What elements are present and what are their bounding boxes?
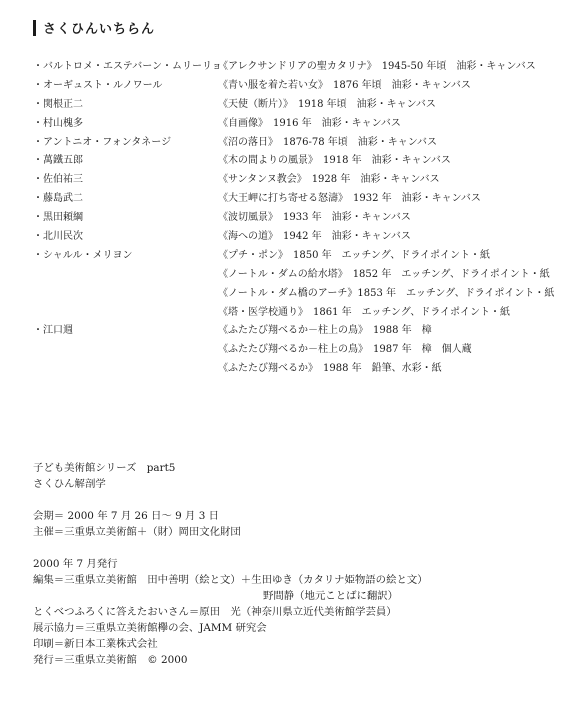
work-row [33, 228, 554, 247]
work-detail: 《沼の落日》 1876-78 年頃 油彩・キャンバス [218, 136, 438, 148]
series-title: 子ども美術館シリーズ part5 [33, 462, 176, 474]
artist-name: ・萬鐵五郎 [33, 155, 83, 167]
work-detail: 《青い服を着た若い女》 1876 年頃 油彩・キャンバス [218, 79, 471, 91]
exhibition-period: 会期＝ 2000 年 7 月 26 日～ 9 月 3 日 [33, 510, 220, 522]
heading-bar [33, 20, 36, 36]
work-detail: 《ふたたび翔べるか－柱上の鳥》 1988 年 樟 [218, 325, 432, 337]
work-row [33, 266, 554, 285]
artist-name [33, 341, 218, 360]
work-row [33, 96, 554, 115]
work-detail: 《プチ・ポン》 1850 年 エッチング、ドライポイント・紙 [218, 249, 491, 261]
artist-name [33, 360, 218, 379]
work-detail: 《海への道》 1942 年 油彩・キャンバス [218, 231, 411, 243]
work-detail: 《サンタンヌ教会》 1928 年 油彩・キャンバス [218, 174, 440, 186]
work-row [33, 247, 554, 266]
artist-name: ・北川民次 [33, 231, 83, 243]
work-detail: 《天使（断片）》 1918 年頃 油彩・キャンバス [218, 98, 436, 110]
work-row [33, 152, 554, 171]
artist-name: ・江口週 [33, 325, 73, 337]
artist-name [33, 304, 218, 323]
section-heading [33, 18, 155, 37]
work-row [33, 209, 554, 228]
artist-name: ・シャルル・メリヨン [33, 249, 133, 261]
publisher-credit: 発行＝三重県立美術館 © 2000 [33, 654, 188, 666]
work-row [33, 322, 554, 341]
special-supplement-answerer: とくべつふろくに答えたおいさん＝原田 光（神奈川県立近代美術館学芸員） [33, 606, 397, 618]
section-title: さくひんいちらん [43, 22, 156, 37]
work-row [33, 360, 554, 379]
artist-name: ・村山槐多 [33, 117, 83, 129]
work-detail: 《アレクサンドリアの聖カタリナ》 1945-50 年頃 油彩・キャンバス [218, 61, 536, 72]
artist-name: ・黒田頼綱 [33, 212, 83, 224]
work-detail: 《ふたたび翔べるか》 1988 年 鉛筆、水彩・紙 [218, 363, 442, 375]
work-detail: 《自画像》 1916 年 油彩・キャンバス [218, 117, 401, 129]
work-detail: 《塔・医学校通り》 1861 年 エッチング、ドライポイント・紙 [218, 306, 511, 318]
work-detail: 《ふたたび翔べるか－柱上の鳥》 1987 年 樟 個人蔵 [218, 344, 472, 356]
artist-name [33, 266, 218, 285]
work-detail: 《木の間よりの風景》 1918 年 油彩・キャンバス [218, 155, 451, 167]
work-detail: 《大王岬に打ち寄せる怒濤》 1932 年 油彩・キャンバス [218, 193, 481, 205]
work-row [33, 58, 554, 77]
artist-name: ・藤島武二 [33, 193, 83, 205]
works-list [33, 58, 554, 379]
work-detail: 《ノートル・ダムの給水塔》 1852 年 エッチング、ドライポイント・紙 [218, 268, 550, 280]
work-row [33, 285, 554, 304]
work-detail: 《波切風景》 1933 年 油彩・キャンバス [218, 212, 411, 224]
work-row [33, 77, 554, 96]
artist-name [33, 285, 218, 304]
work-row [33, 171, 554, 190]
organizer: 主催＝三重県立美術館＋（財）岡田文化財団 [33, 526, 241, 538]
work-detail: 《ノートル・ダム橋のアーチ》1853 年 エッチング、ドライポイント・紙 [218, 287, 555, 299]
artist-name: ・バルトロメ・エステバーン・ムリーリョ [33, 61, 222, 72]
artist-name: ・アントニオ・フォンタネージ [33, 136, 172, 148]
work-row [33, 115, 554, 134]
artist-name: ・佐伯祐三 [33, 174, 83, 186]
editors: 編集＝三重県立美術館 田中善明（絵と文）＋生田ゆき（カタリナ姫物語の絵と文） [33, 574, 428, 586]
exhibition-cooperation: 展示協力＝三重県立美術館欅の会、JAMM 研究会 [33, 622, 267, 634]
editors-continued: 野間静（地元ことばに翻訳） [263, 590, 399, 602]
work-row [33, 190, 554, 209]
work-row [33, 341, 554, 360]
colophon [33, 460, 428, 668]
artist-name: ・オーギュスト・ルノワール [33, 79, 163, 91]
issue-date: 2000 年 7 月発行 [33, 558, 118, 570]
work-row [33, 134, 554, 153]
work-row [33, 304, 554, 323]
artist-name: ・関根正二 [33, 98, 83, 110]
printing-credit: 印刷＝新日本工業株式会社 [33, 638, 158, 650]
series-subtitle: さくひん解剖学 [33, 478, 106, 490]
